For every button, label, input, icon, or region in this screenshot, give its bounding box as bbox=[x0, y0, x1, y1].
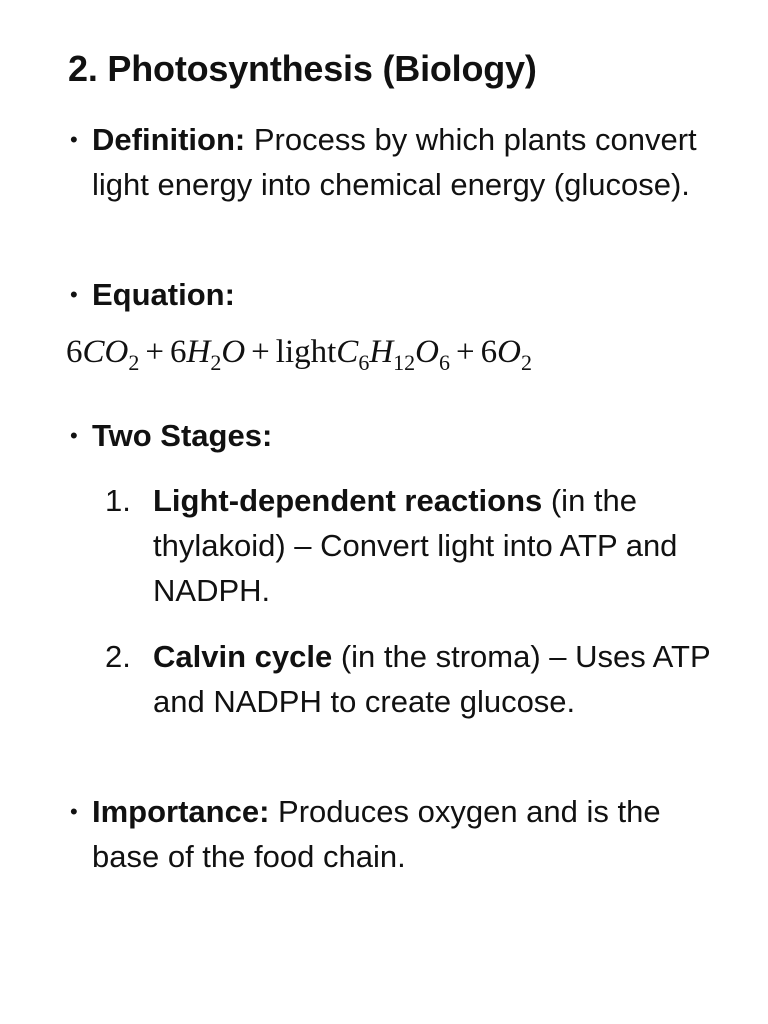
equation-operator: + bbox=[251, 334, 270, 370]
page-title: 2. Photosynthesis (Biology) bbox=[68, 48, 537, 89]
bullet-dot-icon: • bbox=[70, 423, 78, 448]
bullet-dot-icon: • bbox=[70, 282, 78, 307]
stages-bullet bbox=[70, 413, 712, 458]
stage-title: Light-dependent reactions bbox=[153, 483, 543, 518]
stage-text: (in the stroma) – Uses ATP and NADPH to create glucose. bbox=[153, 639, 711, 719]
equation-term: C bbox=[336, 334, 359, 370]
importance-text: Produces oxygen and is the base of the food chain. bbox=[92, 794, 661, 874]
stage-item bbox=[105, 634, 713, 724]
definition-text: Process by which plants convert light energy into chemical energy (glucose). bbox=[92, 122, 697, 202]
equation-term: 6 bbox=[66, 334, 83, 370]
photosynthesis-equation bbox=[66, 330, 532, 374]
bullet-dot-icon: • bbox=[70, 799, 78, 824]
equation-subscript: 2 bbox=[210, 350, 222, 375]
bullet-dot-icon: • bbox=[70, 127, 78, 152]
importance-bullet bbox=[70, 789, 712, 879]
stages-label: Two Stages: bbox=[92, 418, 273, 453]
equation-bullet bbox=[70, 272, 712, 317]
stage-number: 2. bbox=[105, 639, 131, 674]
stage-number: 1. bbox=[105, 483, 131, 518]
equation-term: CO bbox=[82, 334, 129, 370]
equation-term: 6 bbox=[169, 334, 187, 370]
equation-term: O bbox=[497, 334, 521, 370]
stage-title: Calvin cycle bbox=[153, 639, 333, 674]
equation-term: H bbox=[186, 334, 211, 370]
equation-subscript: 2 bbox=[128, 350, 140, 375]
stage-item bbox=[105, 478, 713, 613]
definition-bullet bbox=[70, 117, 712, 207]
equation-term: light bbox=[275, 334, 337, 370]
equation-term: O bbox=[415, 334, 439, 370]
equation-operator: + bbox=[456, 334, 475, 370]
equation-subscript: 12 bbox=[393, 350, 416, 375]
equation-label: Equation: bbox=[92, 277, 235, 312]
equation-subscript: 2 bbox=[520, 350, 532, 375]
definition-label: Definition: bbox=[92, 122, 246, 157]
equation-term: 6 bbox=[480, 334, 498, 370]
equation-term: H bbox=[369, 334, 394, 370]
equation-subscript: 6 bbox=[439, 350, 450, 375]
stage-text: (in the thylakoid) – Convert light into ATP and NADPH. bbox=[153, 483, 678, 608]
importance-label: Importance: bbox=[92, 794, 270, 829]
equation-operator: + bbox=[145, 334, 164, 370]
equation-term: O bbox=[221, 334, 246, 370]
equation-subscript: 6 bbox=[358, 350, 370, 375]
